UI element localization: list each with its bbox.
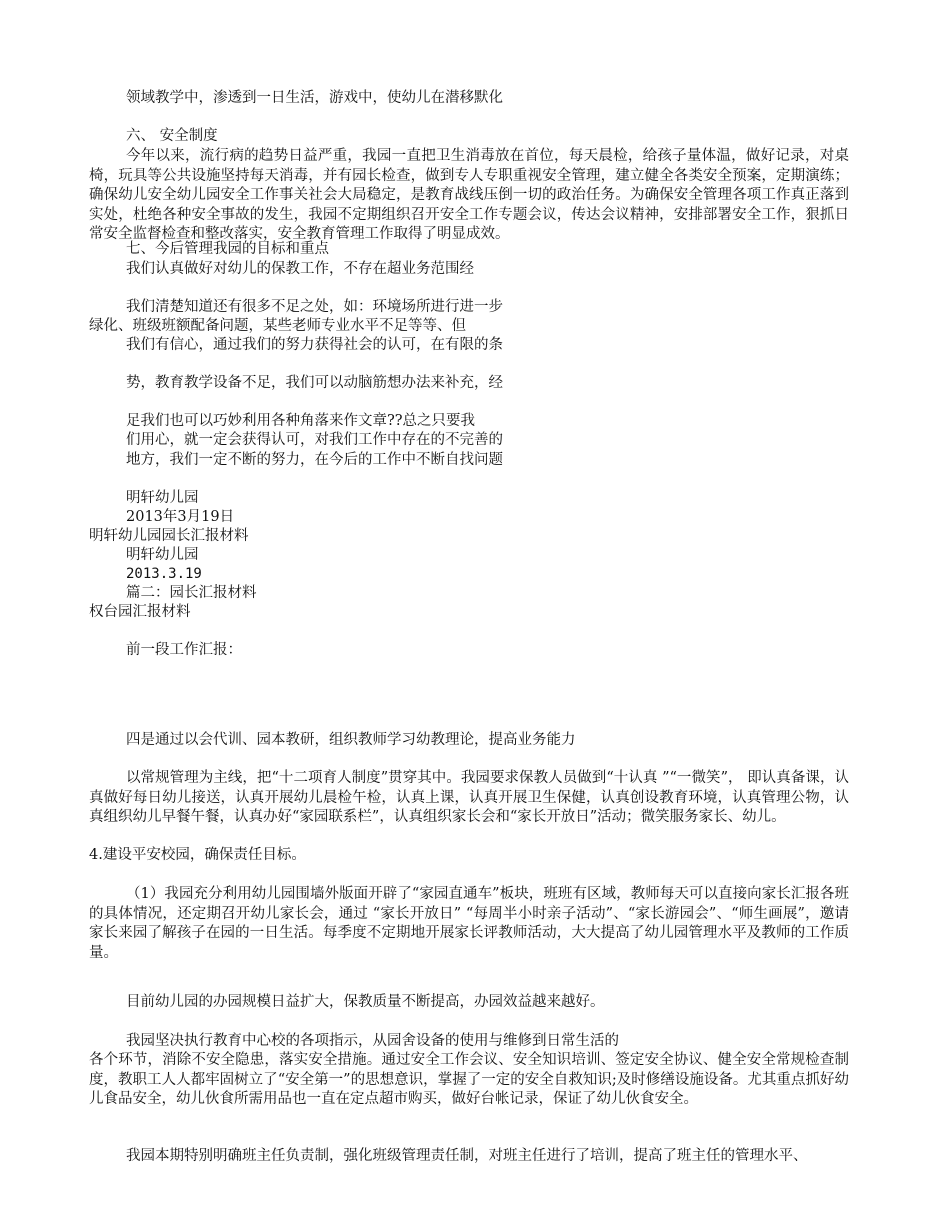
text-line: 我们认真做好对幼儿的保教工作，不存在超业务范围经 bbox=[126, 261, 474, 277]
section-heading: 4.建设平安校园，确保责任目标。 bbox=[89, 847, 306, 863]
text-line: 地方，我们一定不断的努力，在今后的工作中不断自找问题 bbox=[126, 452, 503, 468]
text-line: 领域教学中，渗透到一日生活，游戏中，使幼儿在潜移默化 bbox=[126, 90, 503, 106]
signature-name: 明轩幼儿园 bbox=[126, 547, 199, 563]
text-line: 足我们也可以巧妙利用各种角落来作文章??总之只要我 bbox=[126, 413, 476, 429]
text-line: 我园本期特别明确班主任负责制，强化班级管理责任制，对班主任进行了培训，提高了班主任的管理水平、 bbox=[126, 1148, 808, 1164]
paragraph-safety-measures: 各个环节，消除不安全隐患，落实安全措施。通过安全工作会议、安全知识培训、签定安全协议、健全安全常规检查制度，教职工人人都牢固树立了“安全第一”的思想意识，掌握了一定的安全自救知识;及时修缮设施设备。尤其重点抓好幼儿食品安全，幼儿伙食所需用品也一直在定点超市购买，做好台帐记录，保证了幼儿伙食安全。 bbox=[89, 1052, 849, 1107]
signature-date: 2013.3.19 bbox=[126, 566, 202, 582]
text-line: 四是通过以会代训、园本教研，组织教师学习幼教理论，提高业务能力 bbox=[126, 732, 576, 748]
text-line: 我们有信心，通过我们的努力获得社会的认可，在有限的条 bbox=[126, 337, 503, 353]
text-line: 目前幼儿园的办园规模日益扩大，保教质量不断提高，办园效益越来越好。 bbox=[126, 994, 605, 1010]
paragraph-routine: 以常规管理为主线，把“十二项育人制度”贯穿其中。我园要求保教人员做到“十认真 ”“一微笑”， 即认真备课，认真做好每日幼儿接送，认真开展幼儿晨检午检，认真上课，认真开展卫生保健，认真创设教育环境，认真管理公物，认真组织幼儿早餐午餐，认真办好“家园联系栏”，认真组织家长会和“家长开放日”活动；微笑服务家长、幼儿。 bbox=[89, 770, 849, 825]
signature-name: 明轩幼儿园 bbox=[126, 490, 199, 506]
text-line: 绿化、班级班额配备问题，某些老师专业水平不足等等、但 bbox=[89, 318, 466, 334]
paragraph-home-school: （1）我园充分利用幼儿园围墙外版面开辟了“家园直通车”板块，班班有区域，教师每天可以直接向家长汇报各班的具体情况，还定期召开幼儿家长会，通过 “家长开放日” “每周半小时亲子活动”、“家长游园会”、“师生画展”，邀请家长来园了解孩子在园的一日生活。每季度不定期地开展家长评教师活动，大大提高了幼儿园管理水平及教师的工作质量。 bbox=[89, 886, 849, 961]
document-title: 明轩幼儿园园长汇报材料 bbox=[89, 528, 249, 544]
signature-date: 2013年3月19日 bbox=[126, 509, 235, 525]
text-line: 前一段工作汇报： bbox=[126, 642, 242, 658]
paragraph-safety: 今年以来，流行病的趋势日益严重，我园一直把卫生消毒放在首位，每天晨检，给孩子量体温，做好记录，对桌椅，玩具等公共设施坚持每天消毒，并有园长检查，做到专人专职重视安全管理，建立健全各类安全预案，定期演练；确保幼儿安全幼儿园安全工作事关社会大局稳定，是教育战线压倒一切的政治任务。为确保安全管理各项工作真正落到实处，杜绝各种安全事故的发生，我园不定期组织召开安全工作专题会议，传达会议精神，安排部署安全工作，狠抓日常安全监督检查和整改落实，安全教育管理工作取得了明显成效。 bbox=[89, 148, 849, 242]
text-line: 们用心，就一定会获得认可，对我们工作中存在的不完善的 bbox=[126, 432, 503, 448]
part-heading: 篇二：园长汇报材料 bbox=[126, 585, 257, 601]
document-title: 权台园汇报材料 bbox=[89, 604, 191, 620]
text-line: 我园坚决执行教育中心校的各项指示，从园舍设备的使用与维修到日常生活的 bbox=[126, 1033, 619, 1049]
text-line: 我们清楚知道还有很多不足之处，如：环境场所进行进一步 bbox=[126, 299, 503, 315]
section-heading: 七、今后管理我园的目标和重点 bbox=[126, 241, 329, 257]
text-line: 势，教育教学设备不足，我们可以动脑筋想办法来补充，经 bbox=[126, 375, 503, 391]
section-heading: 六、 安全制度 bbox=[126, 128, 218, 144]
